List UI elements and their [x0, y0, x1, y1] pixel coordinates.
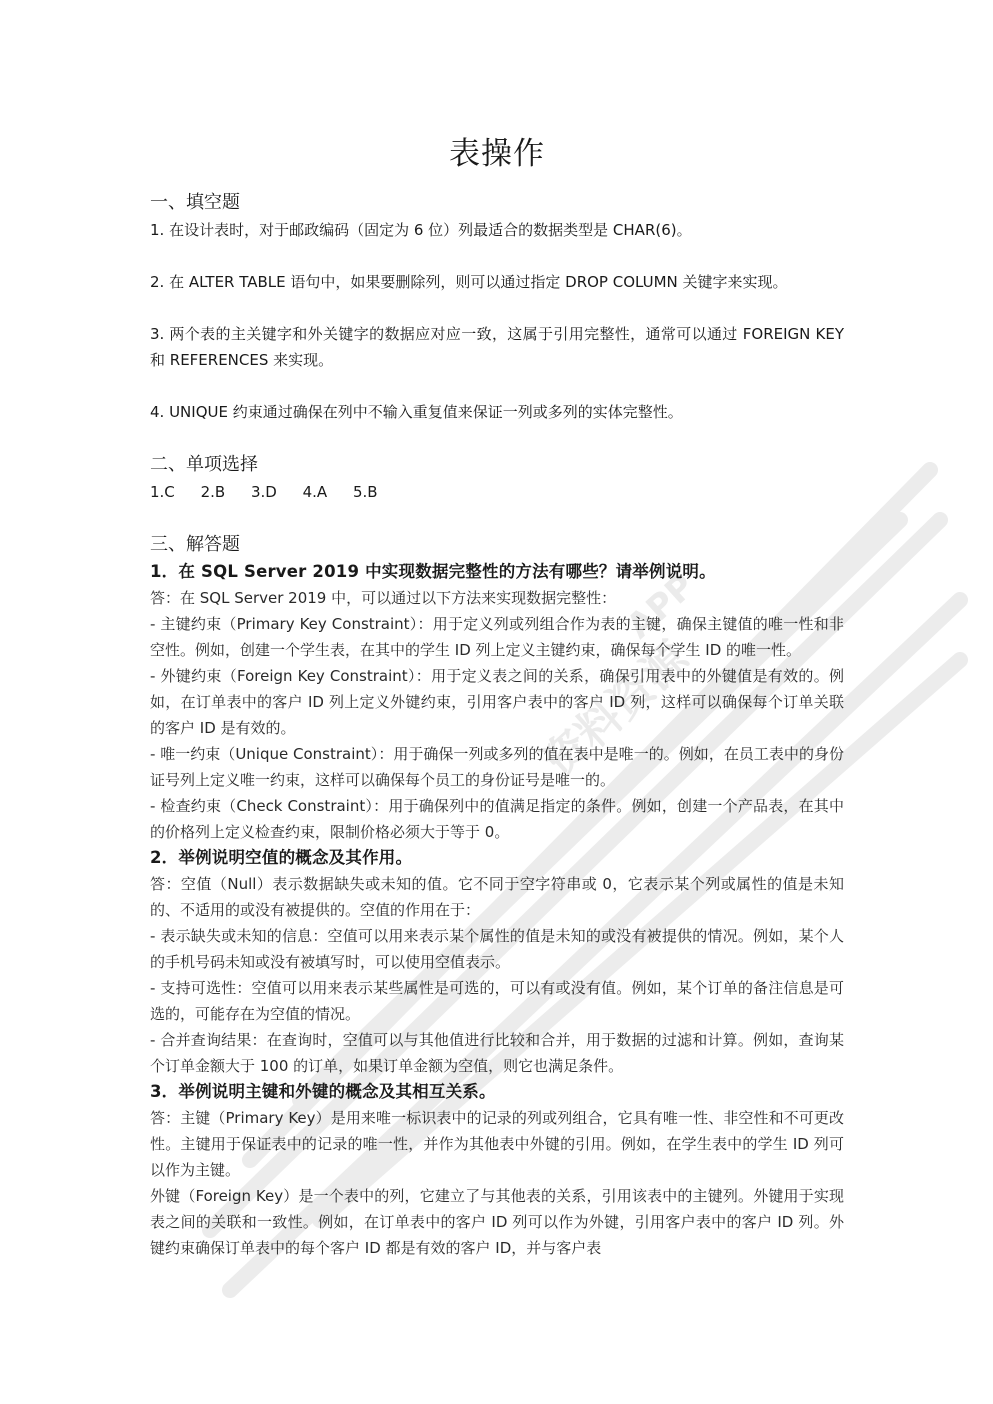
answer-line: - 表示缺失或未知的信息：空值可以用来表示某个属性的值是未知的或没有被提供的情况。例如，某个人的手机号码未知或没有被填写时，可以使用空值表示。 [150, 927, 844, 971]
question-3: 3．举例说明主键和外键的概念及其相互关系。 [150, 1082, 496, 1101]
answer-line: - 合并查询结果：在查询时，空值可以与其他值进行比较和合并，用于数据的过滤和计算。例如，查询某个订单金额大于 100 的订单，如果订单金额为空值，则它也满足条件。 [150, 1031, 844, 1075]
fill-blank-item: 1. 在设计表时，对于邮政编码（固定为 6 位）列最适合的数据类型是 CHAR(6)。 [150, 221, 692, 239]
single-choice-answers [150, 479, 844, 505]
page-title: 表操作 [449, 136, 545, 172]
answer-line: - 主键约束（Primary Key Constraint）：用于定义列或列组合作为表的主键，确保主键值的唯一性和非空性。例如，创建一个学生表，在其中的学生 ID 列上定义主键约束，确保每个学生 ID 的唯一性。 [150, 615, 844, 659]
answer: 5.B [352, 483, 378, 501]
answer-line: 答：空值（Null）表示数据缺失或未知的值。它不同于空字符串或 0，它表示某个列或属性的值是未知的、不适用的或没有被提供的。空值的作用在于： [150, 875, 844, 919]
answer: 2.B [200, 483, 226, 501]
question-2: 2．举例说明空值的概念及其作用。 [150, 848, 413, 867]
fill-blank-item: 4. UNIQUE 约束通过确保在列中不输入重复值来保证一列或多列的实体完整性。 [150, 403, 683, 421]
answer-line: 答：在 SQL Server 2019 中，可以通过以下方法来实现数据完整性： [150, 589, 617, 607]
section-heading-short-answer: 三、解答题 [150, 534, 240, 555]
fill-blank-item: 3. 两个表的主关键字和外关键字的数据应对应一致，这属于引用完整性，通常可以通过 FOREIGN KEY 和 REFERENCES 来实现。 [150, 325, 844, 369]
svg-text:资料资源: 资料资源 [533, 632, 699, 789]
question-1: 1．在 SQL Server 2019 中实现数据完整性的方法有哪些？请举例说明。 [150, 562, 716, 581]
fill-blank-item: 2. 在 ALTER TABLE 语句中，如果要删除列，则可以通过指定 DROP COLUMN 关键字来实现。 [150, 273, 788, 291]
answer: 3.D [250, 483, 277, 501]
document-page [150, 128, 844, 1261]
answer-line: 答：主键（Primary Key）是用来唯一标识表中的记录的列或列组合，它具有唯一性、非空性和不可更改性。主键用于保证表中的记录的唯一性，并作为其他表中外键的引用。例如，在学生表中的学生 ID 列可以作为主键。 [150, 1109, 844, 1179]
answer: 1.C [150, 483, 175, 501]
answer-line: - 检查约束（Check Constraint）：用于确保列中的值满足指定的条件。例如，创建一个产品表，在其中的价格列上定义检查约束，限制价格必须大于等于 0。 [150, 797, 844, 841]
section-heading-single-choice: 二、单项选择 [150, 454, 258, 475]
svg-text:APP: APP [619, 566, 703, 647]
answer-line: - 支持可选性：空值可以用来表示某些属性是可选的，可以有或没有值。例如，某个订单的备注信息是可选的，可能存在为空值的情况。 [150, 979, 844, 1023]
answer-line: 外键（Foreign Key）是一个表中的列，它建立了与其他表的关系，引用该表中的主键列。外键用于实现表之间的关联和一致性。例如，在订单表中的客户 ID 列可以作为外键，引用客户表中的客户 ID 列。外键约束确保订单表中的每个客户 ID 都是有效的客户 ID，并与客户表 [150, 1187, 844, 1257]
answer-line: - 外键约束（Foreign Key Constraint）：用于定义表之间的关系，确保引用表中的外键值是有效的。例如，在订单表中的客户 ID 列上定义外键约束，引用客户表中的客户 ID 列，这样可以确保每个订单关联的客户 ID 是有效的。 [150, 667, 844, 737]
answer: 4.A [302, 483, 328, 501]
answer-line: - 唯一约束（Unique Constraint）：用于确保一列或多列的值在表中是唯一的。例如，在员工表中的身份证号列上定义唯一约束，这样可以确保每个员工的身份证号是唯一的。 [150, 745, 844, 789]
section-heading-fill-blank: 一、填空题 [150, 192, 240, 213]
